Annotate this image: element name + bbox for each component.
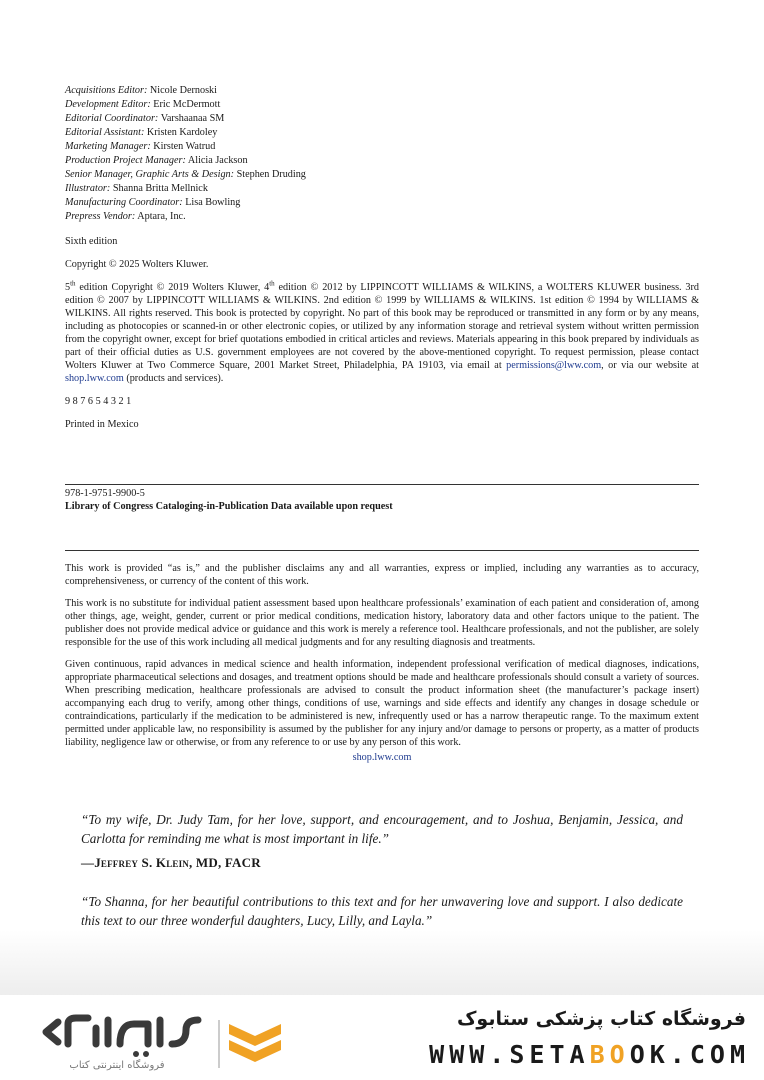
divider (65, 484, 699, 485)
logo-tagline: فروشگاه اینترنتی کتاب (69, 1060, 165, 1071)
permissions-email-link[interactable]: permissions@lww.com (506, 360, 602, 371)
credit-line: Illustrator: Shanna Britta Mellnick (65, 183, 208, 194)
credit-line: Senior Manager, Graphic Arts & Design: Stephen Druding (65, 169, 306, 180)
credits-list (65, 84, 699, 224)
credit-line: Production Project Manager: Alicia Jackson (65, 155, 248, 166)
edition-line: Sixth edition (65, 236, 118, 247)
credit-line: Prepress Vendor: Aptara, Inc. (65, 211, 186, 222)
credit-line: Development Editor: Eric McDermott (65, 99, 221, 110)
credit-line: Editorial Assistant: Kristen Kardoley (65, 127, 218, 138)
printed-in: Printed in Mexico (65, 419, 139, 430)
shop-url[interactable]: WWW.SETABOOK.COM (429, 1040, 750, 1069)
lccn-statement: Library of Congress Cataloging-in-Publication Data available upon request (65, 501, 393, 512)
copyright-body: 5th edition Copyright © 2019 Wolters Kluwer, 4th edition © 2012 by LIPPINCOTT WILLIAMS & WILKINS, a WOLTERS KLUWER business. 3rd edition © 2007 by LIPPINCOTT WILLIAMS & WILKINS. 2nd edition © 1999 by WILLIAMS & WILKINS. 1st edition © 1994 by WILLIAMS & WILKINS. All rights reserved. This book is protected by copyright. No part of this book may be reproduced or transmitted in any form or by any means, including as photocopies or scanned-in or other electronic copies, or utilized by any information storage and retrieval system without written permission from the copyright owner, except for brief quotations embodied in critical articles and reviews. Materials appearing in this book prepared by individuals as part of their official duties as U.S. government employees are not covered by the above-mentioned copyright. To request permission, please contact Wolters Kluwer at Two Commerce Square, 2001 Market Street, Philadelphia, PA 19103, via email at permissions@lww.com, or via our website at shop.lww.com (products and services). (65, 279, 700, 384)
chevron-logo-icon (215, 1018, 293, 1070)
shop-name: فروشگاه کتاب پزشکی ستابوک (456, 1008, 746, 1030)
copyright-line: Copyright © 2025 Wolters Kluwer. (65, 259, 209, 270)
dedication-quote: “To my wife, Dr. Judy Tam, for her love, support, and encouragement, and to Joshua, Benjamin, Jessica, and Carlotta for reminding me what is most important in life.” (81, 812, 683, 846)
shop-website-link[interactable]: shop.lww.com (65, 373, 124, 384)
shop-link[interactable]: shop.lww.com (352, 752, 412, 763)
dedication (81, 810, 683, 871)
footer-shadow (0, 930, 764, 1000)
credit-line: Manufacturing Coordinator: Lisa Bowling (65, 197, 241, 208)
credit-line: Acquisitions Editor: Nicole Dernoski (65, 85, 217, 96)
divider (65, 550, 699, 551)
isbn: 978-1-9751-9900-5 (65, 488, 145, 499)
disclaimer-paragraph: This work is provided “as is,” and the publisher disclaims any and all warranties, express or implied, including any warranties as to accuracy, comprehensiveness, or currency of the content of this work. (65, 563, 699, 587)
disclaimer-paragraph: This work is no substitute for individual patient assessment based upon healthcare professionals’ examination of each patient and consideration of, among other things, age, weight, gender, current or prior medical conditions, medication history, laboratory data and other factors unique to the patient. The publisher does not provide medical advice or guidance and this work is merely a reference tool. Healthcare professionals, and not the publisher, are solely responsible for the use of this work including all medical judgments and for any resulting diagnosis and treatments. (65, 598, 699, 648)
disclaimer-paragraph: Given continuous, rapid advances in medical science and health information, independent professional verification of medical diagnoses, indications, appropriate pharmaceutical selections and dosages, and treatment options should be made and healthcare professionals should consult a variety of sources. When prescribing medication, healthcare professionals are advised to consult the product information sheet (the manufacturer’s package insert) accompanying each drug to verify, among other things, conditions of use, warnings and side effects and identify any changes in dosage schedule or contraindications, particularly if the medication to be administered is new, infrequently used or has a narrow therapeutic range. To the maximum extent permitted under applicable law, no responsibility is assumed by the publisher for any injury and/or damage to persons or property, as a matter of products liability, negligence law or otherwise, or from any reference to or use by any person of this work. (65, 659, 699, 748)
credit-line: Marketing Manager: Kirsten Watrud (65, 141, 216, 152)
credit-line: Editorial Coordinator: Varshaanaa SM (65, 113, 225, 124)
disclaimer-section (65, 562, 699, 764)
copyright-page (65, 84, 699, 431)
dedication-author: —Jeffrey S. Klein, MD, FACR (81, 855, 261, 870)
dedication-quote: “To Shanna, for her beautiful contributions to this text and for her unwavering love and support. I also dedicate this text to our three wonderful daughters, Lucy, Lilly, and Layla.” (81, 894, 683, 928)
print-line: 9 8 7 6 5 4 3 2 1 (65, 396, 132, 407)
